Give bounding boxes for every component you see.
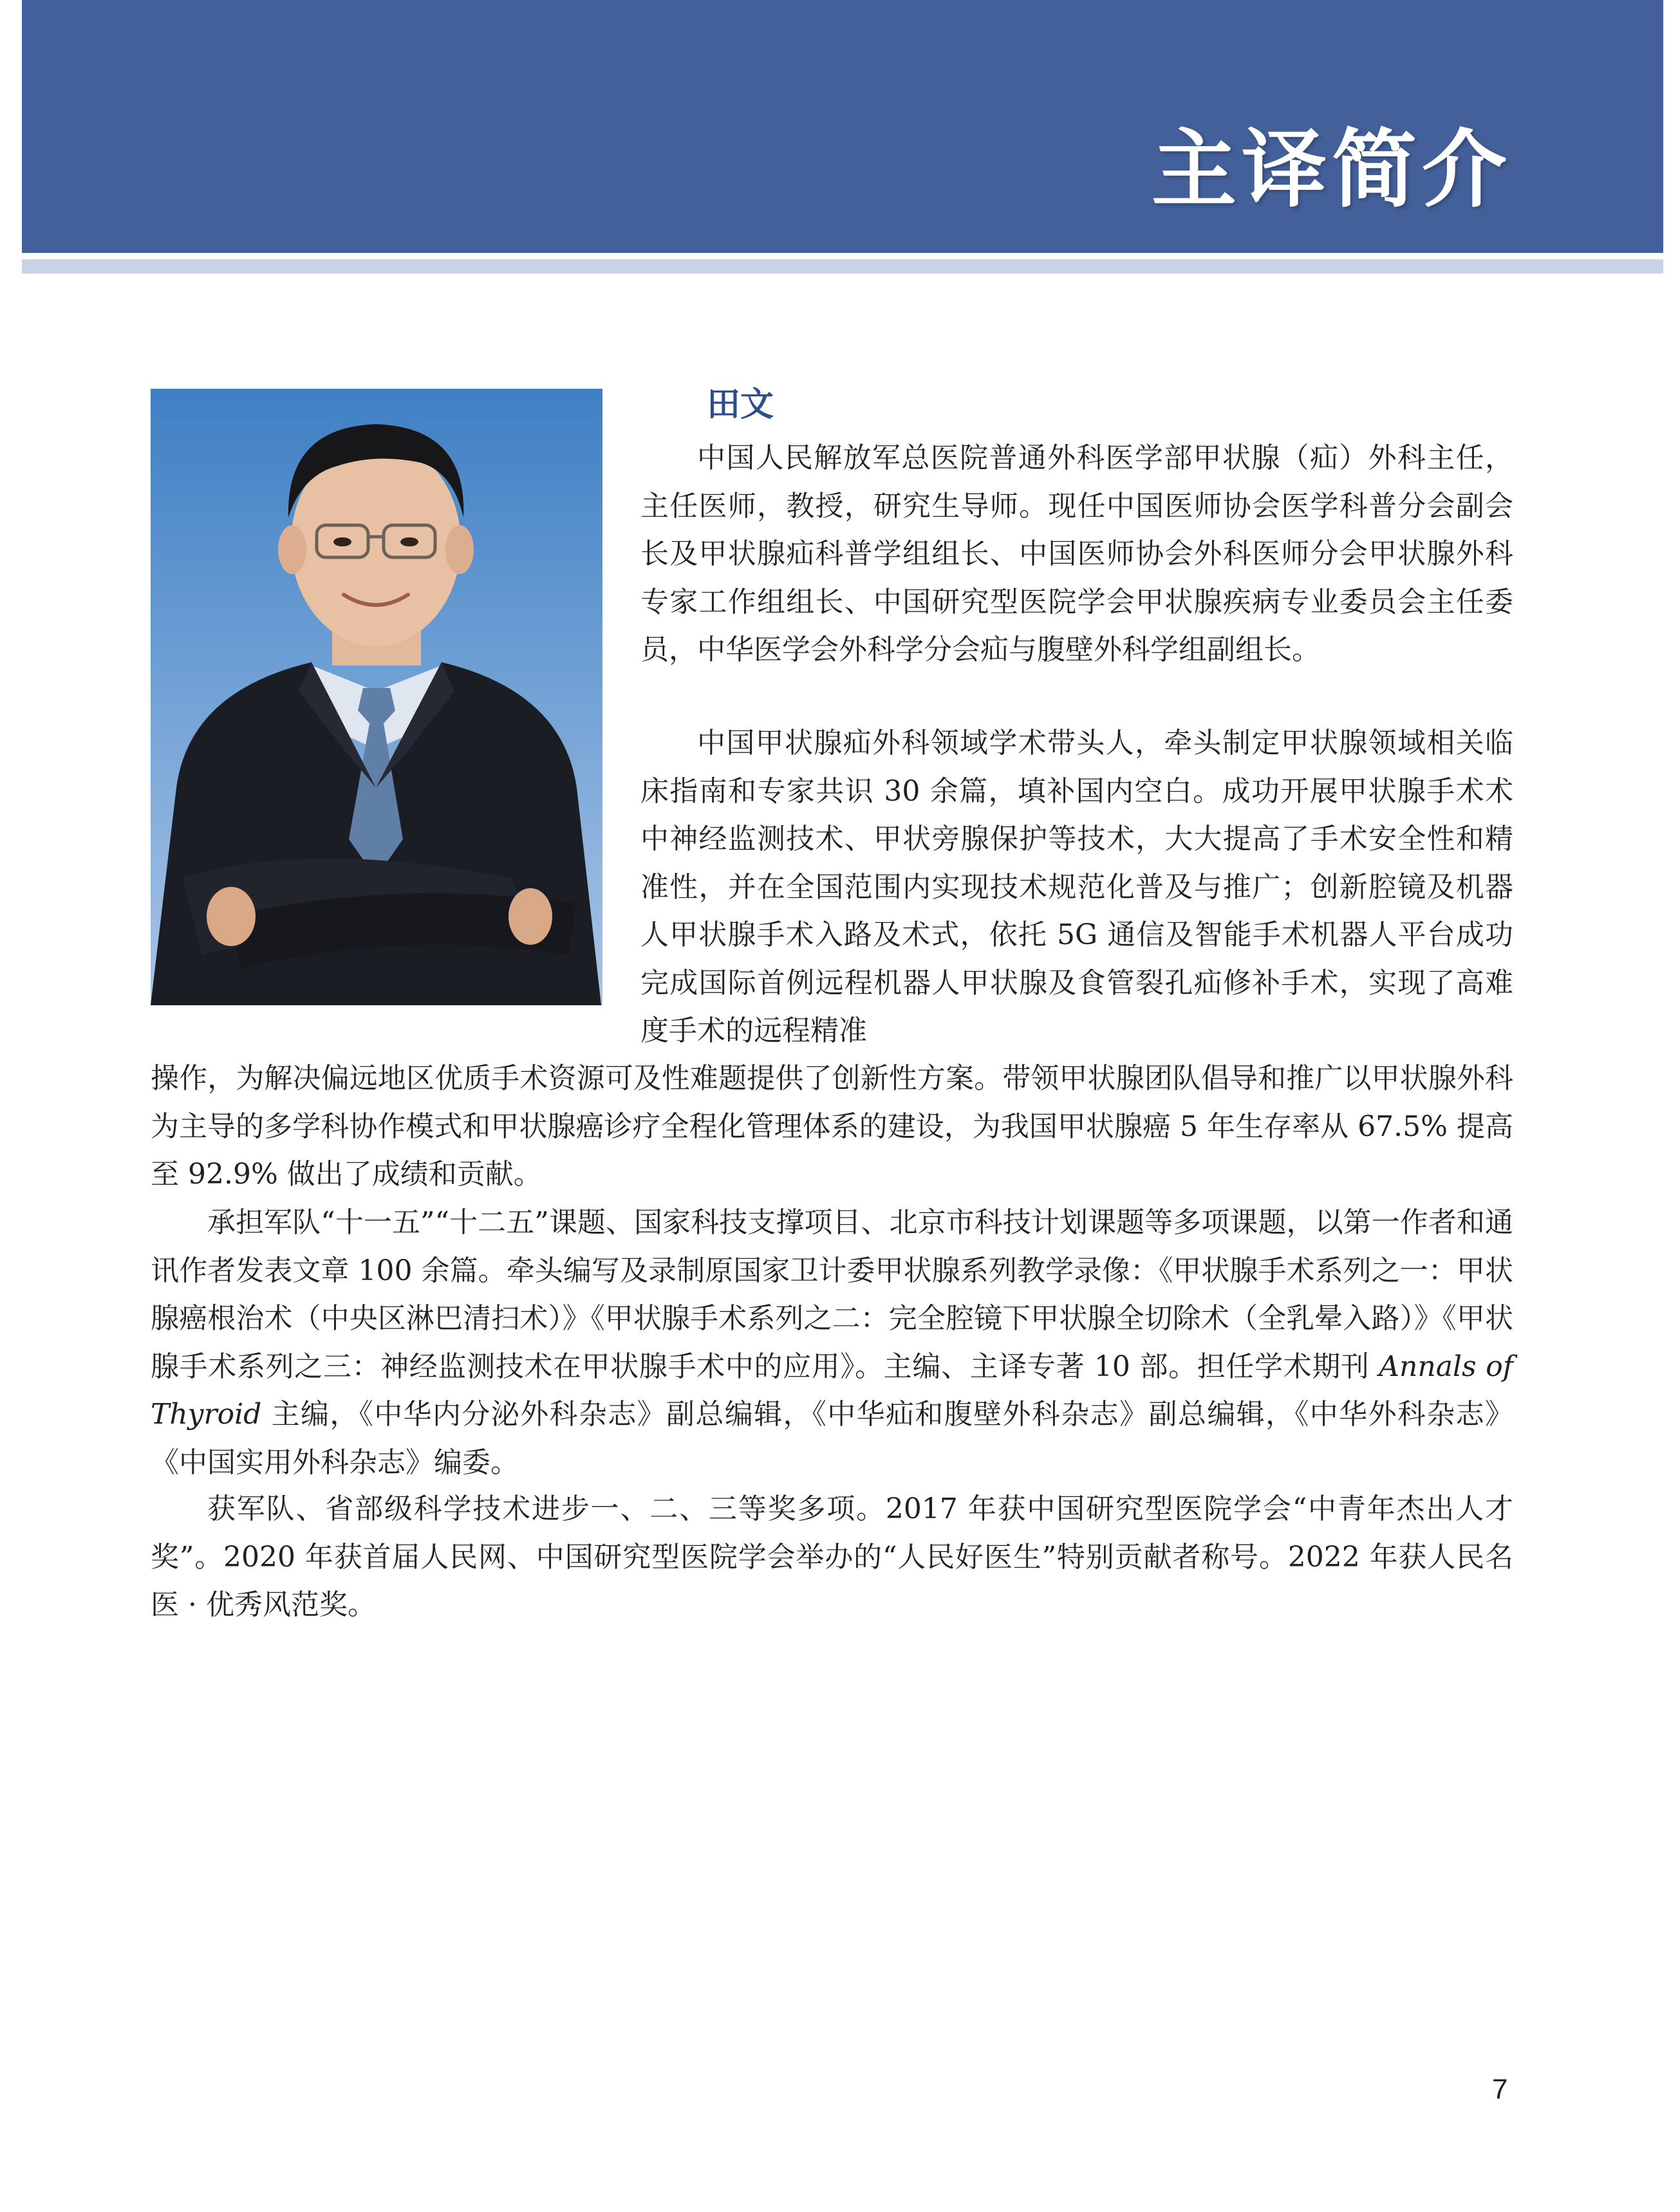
bio-paragraph-awards: 获军队、省部级科学技术进步一、二、三等奖多项。2017 年获中国研究型医院学会“中青年杰出人才奖”。2020 年获首届人民网、中国研究型医院学会举办的“人民好医生”特别贡献者称号。2022 年获人民名医 · 优秀风范奖。 [151,1492,1513,1621]
journal-title: Annals of Thyroid [151,1350,1513,1431]
header-divider-stripe [22,259,1663,274]
bio-paragraph-achievements: 中国甲状腺疝外科领域学术带头人，牵头制定甲状腺领域相关临床指南和专家共识 30 余篇，填补国内空白。成功开展甲状腺手术术中神经监测技术、甲状旁腺保护等技术，大大提高了手术安全性和精准性，并在全国范围内实现技术规范化普及与推广；创新腔镜及机器人甲状腺手术入路及术式，依托 5G 通信及智能手术机器人平台成功完成国际首例远程机器人甲状腺及食管裂孔疝修补手术，实现了高难度手术的远程精准 [640,727,1513,1047]
bio-paragraph-positions: 中国人民解放军总医院普通外科医学部甲状腺（疝）外科主任，主任医师，教授，研究生导师。现任中国医师协会医学科普分会副会长及甲状腺疝科普学组组长、中国医师协会外科医师分会甲状腺外科专家工作组组长、中国研究型医院学会甲状腺疾病专业委员会主任委员，中华医学会外科学分会疝与腹壁外科学组副组长。 [640,441,1513,666]
translator-name: 田文 [707,386,774,424]
portrait-photo-icon [151,389,602,1005]
research-text-part1: 承担军队“十一五”“十二五”课题、国家科技支撑项目、北京市科技计划课题等多项课题，以第一作者和通讯作者发表文章 100 余篇。牵头编写及录制原国家卫计委甲状腺系列教学录像：《甲状腺手术系列之一：甲状腺癌根治术（中央区淋巴清扫术）》《甲状腺手术系列之二：完全腔镜下甲状腺全切除术（全乳晕入路）》《甲状腺手术系列之三：神经监测技术在甲状腺手术中的应用》。主编、主译专著 10 部。担任学术期刊 [151,1206,1513,1383]
page-number: 7 [1492,2074,1508,2105]
research-text-part2: 主编，《中华内分泌外科杂志》副总编辑，《中华疝和腹壁外科杂志》副总编辑，《中华外科杂志》《中国实用外科杂志》编委。 [151,1398,1513,1479]
bio-paragraph-research [151,1199,1513,1487]
bio-paragraph-achievements-continued: 操作，为解决偏远地区优质手术资源可及性难题提供了创新性方案。带领甲状腺团队倡导和推广以甲状腺外科为主导的多学科协作模式和甲状腺癌诊疗全程化管理体系的建设，为我国甲状腺癌 5 年生存率从 67.5% 提高至 92.9% 做出了成绩和贡献。 [151,1062,1513,1191]
page-title: 主译简介 [1152,120,1512,219]
